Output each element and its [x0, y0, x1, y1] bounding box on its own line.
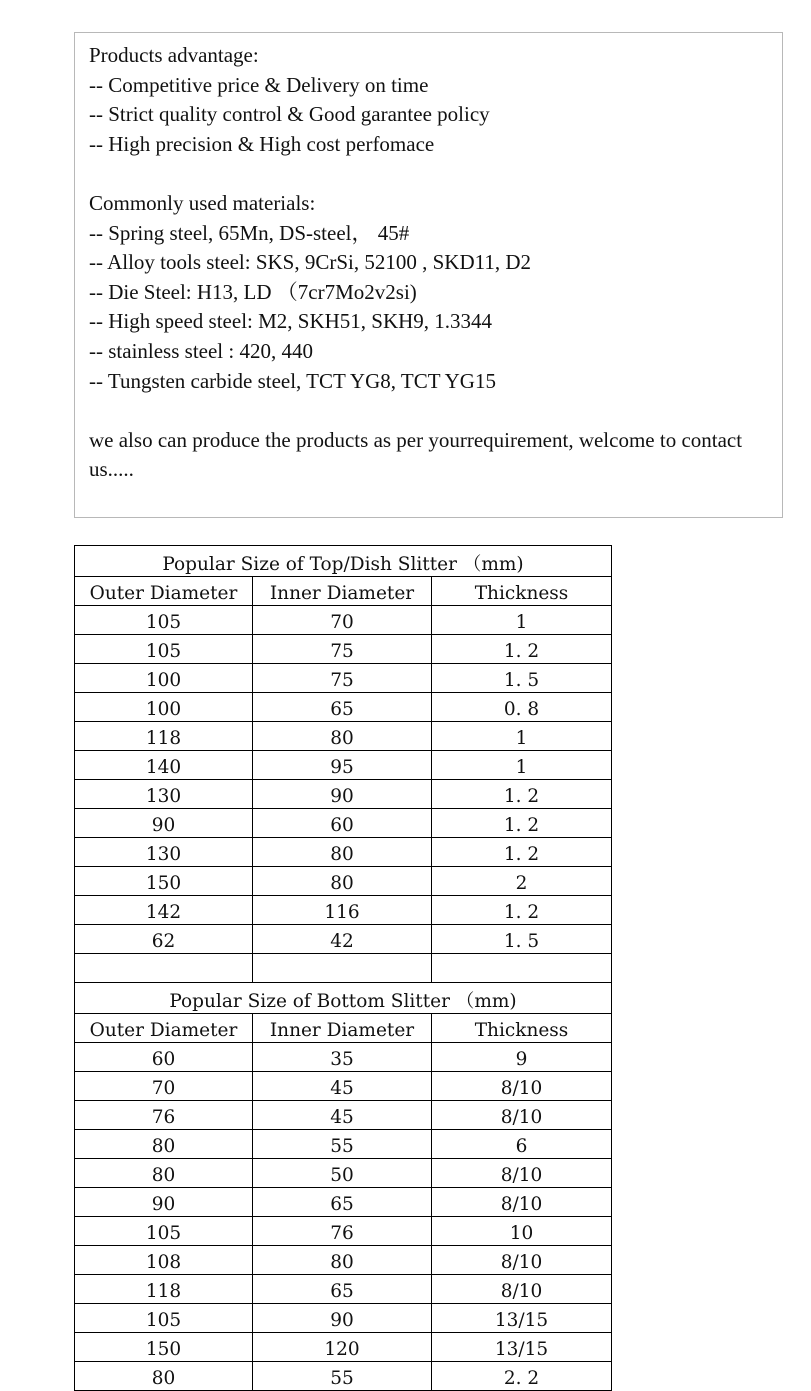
- bottom-slitter-title-row: [75, 983, 612, 1014]
- table-row: [75, 722, 612, 751]
- table-cell: 90: [75, 1188, 253, 1217]
- table-cell: 150: [75, 867, 253, 896]
- table-header-row: [75, 577, 612, 606]
- material-item: -- High speed steel: M2, SKH51, SKH9, 1.3344: [89, 309, 493, 334]
- table-row: [75, 954, 612, 983]
- table-row: [75, 1043, 612, 1072]
- table-row: [75, 809, 612, 838]
- table-cell: 75: [253, 664, 432, 693]
- product-info-box: [74, 32, 783, 518]
- table-cell: 80: [253, 838, 432, 867]
- table-cell: 76: [75, 1101, 253, 1130]
- table-row: [75, 838, 612, 867]
- table-cell: 1. 5: [432, 664, 612, 693]
- table-cell: 80: [253, 1246, 432, 1275]
- table-cell: 1. 2: [432, 780, 612, 809]
- table-cell: 150: [75, 1333, 253, 1362]
- column-header: Inner Diameter: [253, 577, 432, 606]
- table-cell: 65: [253, 1188, 432, 1217]
- table-cell: 142: [75, 896, 253, 925]
- table-cell: [253, 954, 432, 983]
- table-cell: 1. 2: [432, 838, 612, 867]
- table-cell: 80: [75, 1159, 253, 1188]
- table-cell: 105: [75, 1217, 253, 1246]
- table-cell: 1: [432, 722, 612, 751]
- column-header: Outer Diameter: [75, 1014, 253, 1043]
- table-cell: 60: [75, 1043, 253, 1072]
- table-cell: 120: [253, 1333, 432, 1362]
- table-cell: 10: [432, 1217, 612, 1246]
- table-cell: 8/10: [432, 1246, 612, 1275]
- table-cell: 8/10: [432, 1159, 612, 1188]
- top-slitter-title-row: [75, 546, 612, 577]
- material-item: -- Spring steel, 65Mn, DS-steel， 45#: [89, 220, 410, 245]
- table-cell: 42: [253, 925, 432, 954]
- table-cell: 65: [253, 693, 432, 722]
- table-cell: 105: [75, 1304, 253, 1333]
- table-cell: 45: [253, 1072, 432, 1101]
- table-cell: 2. 2: [432, 1362, 612, 1391]
- table-cell: 108: [75, 1246, 253, 1275]
- table-row: [75, 606, 612, 635]
- table-cell: 62: [75, 925, 253, 954]
- table-cell: 1: [432, 606, 612, 635]
- table-cell: 76: [253, 1217, 432, 1246]
- material-item: -- Die Steel: H13, LD （7cr7Mo2v2si): [89, 279, 417, 304]
- table-cell: 55: [253, 1362, 432, 1391]
- table-cell: 116: [253, 896, 432, 925]
- table-cell: 55: [253, 1130, 432, 1159]
- table-row: [75, 867, 612, 896]
- advantage-item: -- Competitive price & Delivery on time: [89, 72, 429, 97]
- table-cell: 13/15: [432, 1333, 612, 1362]
- table-cell: 1. 5: [432, 925, 612, 954]
- advantage-item: -- Strict quality control & Good garantee policy: [89, 102, 490, 127]
- table-cell: 70: [75, 1072, 253, 1101]
- column-header: Outer Diameter: [75, 577, 253, 606]
- bottom-slitter-title: Popular Size of Bottom Slitter （mm): [75, 983, 612, 1014]
- top-slitter-title: Popular Size of Top/Dish Slitter （mm): [75, 546, 612, 577]
- table-cell: 35: [253, 1043, 432, 1072]
- table-row: [75, 1130, 612, 1159]
- table-cell: 100: [75, 693, 253, 722]
- table-row: [75, 780, 612, 809]
- table-row: [75, 1304, 612, 1333]
- table-cell: 80: [75, 1362, 253, 1391]
- table-cell: 1. 2: [432, 896, 612, 925]
- advantage-heading: Products advantage:: [89, 43, 259, 67]
- table-cell: 1: [432, 751, 612, 780]
- table-cell: [75, 954, 253, 983]
- closing-text: we also can produce the products as per yourrequirement, welcome to contact us.....: [89, 427, 743, 482]
- table-cell: 80: [253, 867, 432, 896]
- table-cell: 130: [75, 780, 253, 809]
- column-header: Thickness: [432, 1014, 612, 1043]
- table-cell: 118: [75, 1275, 253, 1304]
- table-cell: 140: [75, 751, 253, 780]
- table-row: [75, 1333, 612, 1362]
- column-header: Inner Diameter: [253, 1014, 432, 1043]
- column-header: Thickness: [432, 577, 612, 606]
- table-cell: 8/10: [432, 1101, 612, 1130]
- table-cell: 6: [432, 1130, 612, 1159]
- materials-heading: Commonly used materials:: [89, 190, 316, 215]
- table-row: [75, 925, 612, 954]
- table-cell: 8/10: [432, 1188, 612, 1217]
- table-cell: [432, 954, 612, 983]
- spacer: [89, 396, 782, 426]
- material-item: -- Tungsten carbide steel, TCT YG8, TCT YG15: [89, 368, 496, 393]
- advantage-item: -- High precision & High cost perfomace: [89, 131, 435, 156]
- table-cell: 9: [432, 1043, 612, 1072]
- table-cell: 8/10: [432, 1072, 612, 1101]
- table-row: [75, 1217, 612, 1246]
- table-row: [75, 896, 612, 925]
- table-cell: 2: [432, 867, 612, 896]
- table-cell: 45: [253, 1101, 432, 1130]
- table-cell: 105: [75, 606, 253, 635]
- material-item: -- stainless steel : 420, 440: [89, 338, 313, 363]
- table-row: [75, 1159, 612, 1188]
- table-cell: 70: [253, 606, 432, 635]
- spacer: [89, 159, 782, 189]
- table-row: [75, 1101, 612, 1130]
- table-cell: 65: [253, 1275, 432, 1304]
- table-cell: 90: [253, 780, 432, 809]
- table-row: [75, 751, 612, 780]
- table-cell: 105: [75, 635, 253, 664]
- table-cell: 80: [253, 722, 432, 751]
- table-row: [75, 1362, 612, 1391]
- table-row: [75, 1072, 612, 1101]
- table-row: [75, 1188, 612, 1217]
- material-item: -- Alloy tools steel: SKS, 9CrSi, 52100 , SKD11, D2: [89, 250, 532, 275]
- table-cell: 130: [75, 838, 253, 867]
- slitter-size-table: [74, 545, 612, 1391]
- table-cell: 1. 2: [432, 635, 612, 664]
- table-cell: 0. 8: [432, 693, 612, 722]
- table-cell: 100: [75, 664, 253, 693]
- table-row: [75, 1246, 612, 1275]
- table-cell: 75: [253, 635, 432, 664]
- table-cell: 8/10: [432, 1275, 612, 1304]
- table-cell: 80: [75, 1130, 253, 1159]
- table-cell: 90: [75, 809, 253, 838]
- table-cell: 118: [75, 722, 253, 751]
- table-cell: 1. 2: [432, 809, 612, 838]
- table-row: [75, 1275, 612, 1304]
- table-cell: 95: [253, 751, 432, 780]
- table-cell: 13/15: [432, 1304, 612, 1333]
- table-row: [75, 635, 612, 664]
- table-header-row: [75, 1014, 612, 1043]
- table-cell: 90: [253, 1304, 432, 1333]
- size-tables: [74, 545, 611, 1391]
- table-row: [75, 693, 612, 722]
- table-cell: 60: [253, 809, 432, 838]
- table-row: [75, 664, 612, 693]
- table-cell: 50: [253, 1159, 432, 1188]
